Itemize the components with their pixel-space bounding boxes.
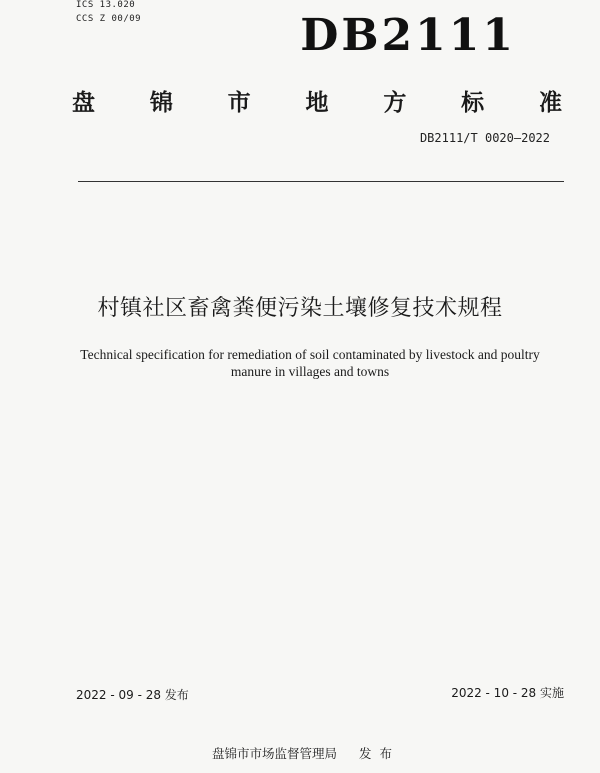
issuer-verb: 发布 [359, 746, 401, 761]
standard-type-char: 锦 [149, 90, 173, 116]
standard-type-char: 标 [461, 90, 485, 116]
issue-date: 2022 - 09 - 28 发布 [76, 688, 189, 702]
ics-code: ICS 13.020 [76, 0, 136, 10]
document-title-english: Technical specification for remediation of soil contaminated by livestock and poultry manure in villages and towns [80, 347, 540, 379]
header-divider [78, 181, 564, 182]
standard-type-char: 地 [305, 90, 329, 116]
standard-type-char: 准 [538, 90, 562, 116]
ccs-code: CCS Z 00/09 [76, 14, 142, 24]
issuer-name: 盘锦市市场监督管理局 [212, 746, 338, 761]
document-title-chinese: 村镇社区畜禽粪便污染土壤修复技术规程 [97, 296, 503, 321]
standard-type-char: 盘 [72, 90, 95, 116]
standard-type-char: 方 [383, 90, 407, 116]
implementation-date: 2022 - 10 - 28 实施 [451, 686, 564, 700]
standard-type [72, 84, 562, 117]
standard-type-char: 市 [227, 90, 251, 116]
standard-code: DB2111 [300, 10, 516, 61]
issuing-authority [212, 744, 400, 762]
standard-number: DB2111/T 0020—2022 [419, 131, 550, 145]
